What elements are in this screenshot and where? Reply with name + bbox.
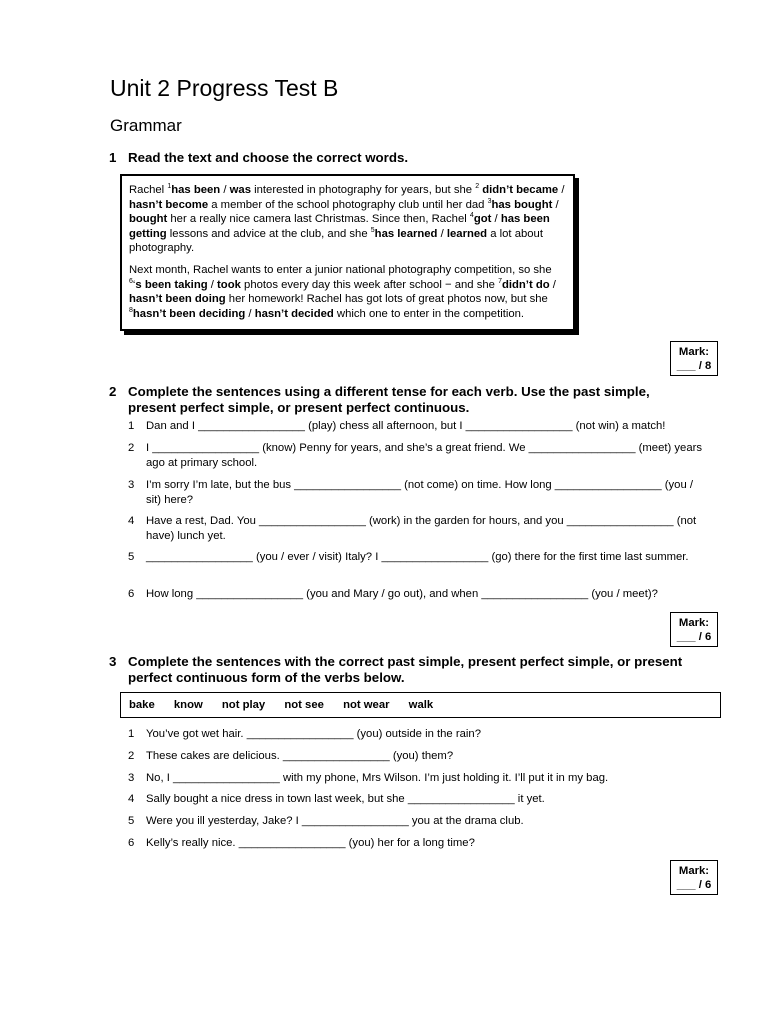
passage-paragraph: Rachel $^1$has been / was interested in photography for years, but she $^2$ didn’t became / hasn’t become a member of the school photography club until her dad $^3$has bought / bought her a really nice camera last Christmas. Since then, Rachel $^4$got / has been getting lessons and advice at the club, and she $^5$has learned / learned a lot about photography.: [129, 183, 565, 255]
item-text: _________________ (you / ever / visit) Italy? I _________________ (go) there for the first time last summer.: [146, 551, 689, 563]
question-number: 1: [109, 150, 117, 165]
mark-score: ___ / 6: [676, 631, 712, 643]
word-bank: [120, 692, 721, 718]
reading-passage: [120, 174, 575, 331]
page-title: Unit 2 Progress Test B: [110, 75, 339, 101]
question-instruction: Complete the sentences with the correct past simple, present perfect simple, or present perfect continuous form of the verbs below.: [128, 654, 683, 685]
item-number: 6: [128, 837, 135, 849]
word-bank-item: walk: [408, 699, 434, 711]
item-number: 3: [128, 772, 135, 784]
word-bank-item: know: [173, 699, 203, 711]
mark-box: [670, 612, 718, 647]
item-number: 4: [128, 515, 135, 527]
word-bank-item: bake: [129, 699, 155, 711]
item-text: No, I _________________ with my phone, Mrs Wilson. I’m just holding it. I’ll put it in my bag.: [146, 772, 609, 784]
mark-box: [670, 341, 718, 376]
item-text: Have a rest, Dad. You _________________ (work) in the garden for hours, and you _________________ (not have) lunch yet.: [146, 515, 697, 542]
item-text: Were you ill yesterday, Jake? I _________________ you at the drama club.: [146, 815, 524, 827]
item-number: 2: [128, 442, 135, 454]
word-bank-item: not wear: [343, 699, 390, 711]
item-number: 6: [128, 588, 135, 600]
item-number: 3: [128, 479, 135, 491]
question-number: 2: [109, 384, 117, 399]
item-number: 1: [128, 420, 135, 432]
item-number: 2: [128, 750, 135, 762]
mark-score: ___ / 6: [676, 879, 712, 891]
item-number: 4: [128, 793, 135, 805]
item-text: You’ve got wet hair. _________________ (you) outside in the rain?: [146, 728, 481, 740]
question-number: 3: [109, 654, 117, 669]
mark-label: Mark:: [678, 617, 710, 629]
item-text: I _________________ (know) Penny for years, and she’s a great friend. We _________________ (meet) years ago at primary school.: [146, 442, 703, 469]
question-instruction: Complete the sentences using a different tense for each verb. Use the past simple, present perfect simple, or present perfect continuous.: [128, 384, 650, 415]
item-number: 5: [128, 551, 135, 563]
mark-score: ___ / 8: [676, 360, 712, 372]
passage-paragraph: Next month, Rachel wants to enter a junior national photography competition, so she $^6$‘s been taking / took photos every day this week after school − and she $^7$didn’t do / hasn’t been doing her homework! Rachel has got lots of great photos now, but she $^8$hasn’t been deciding / hasn’t decided which one to enter in the competition.: [129, 263, 556, 320]
word-bank-item: not see: [284, 699, 324, 711]
item-number: 5: [128, 815, 135, 827]
question-instruction: Read the text and choose the correct words.: [128, 150, 409, 165]
item-number: 1: [128, 728, 135, 740]
item-text: Dan and I _________________ (play) chess all afternoon, but I _________________ (not win) a match!: [146, 420, 666, 432]
section-heading: Grammar: [110, 116, 182, 135]
mark-label: Mark:: [678, 346, 710, 358]
item-text: I’m sorry I’m late, but the bus _________________ (not come) on time. How long _________________ (you / sit) here?: [146, 479, 693, 506]
mark-box: [670, 860, 718, 895]
item-text: How long _________________ (you and Mary / go out), and when _________________ (you / meet)?: [146, 588, 658, 600]
item-text: Kelly’s really nice. _________________ (you) her for a long time?: [146, 837, 475, 849]
item-text: Sally bought a nice dress in town last week, but she _________________ it yet.: [146, 793, 545, 805]
mark-label: Mark:: [678, 865, 710, 877]
word-bank-item: not play: [221, 699, 266, 711]
item-text: These cakes are delicious. _________________ (you) them?: [146, 750, 454, 762]
